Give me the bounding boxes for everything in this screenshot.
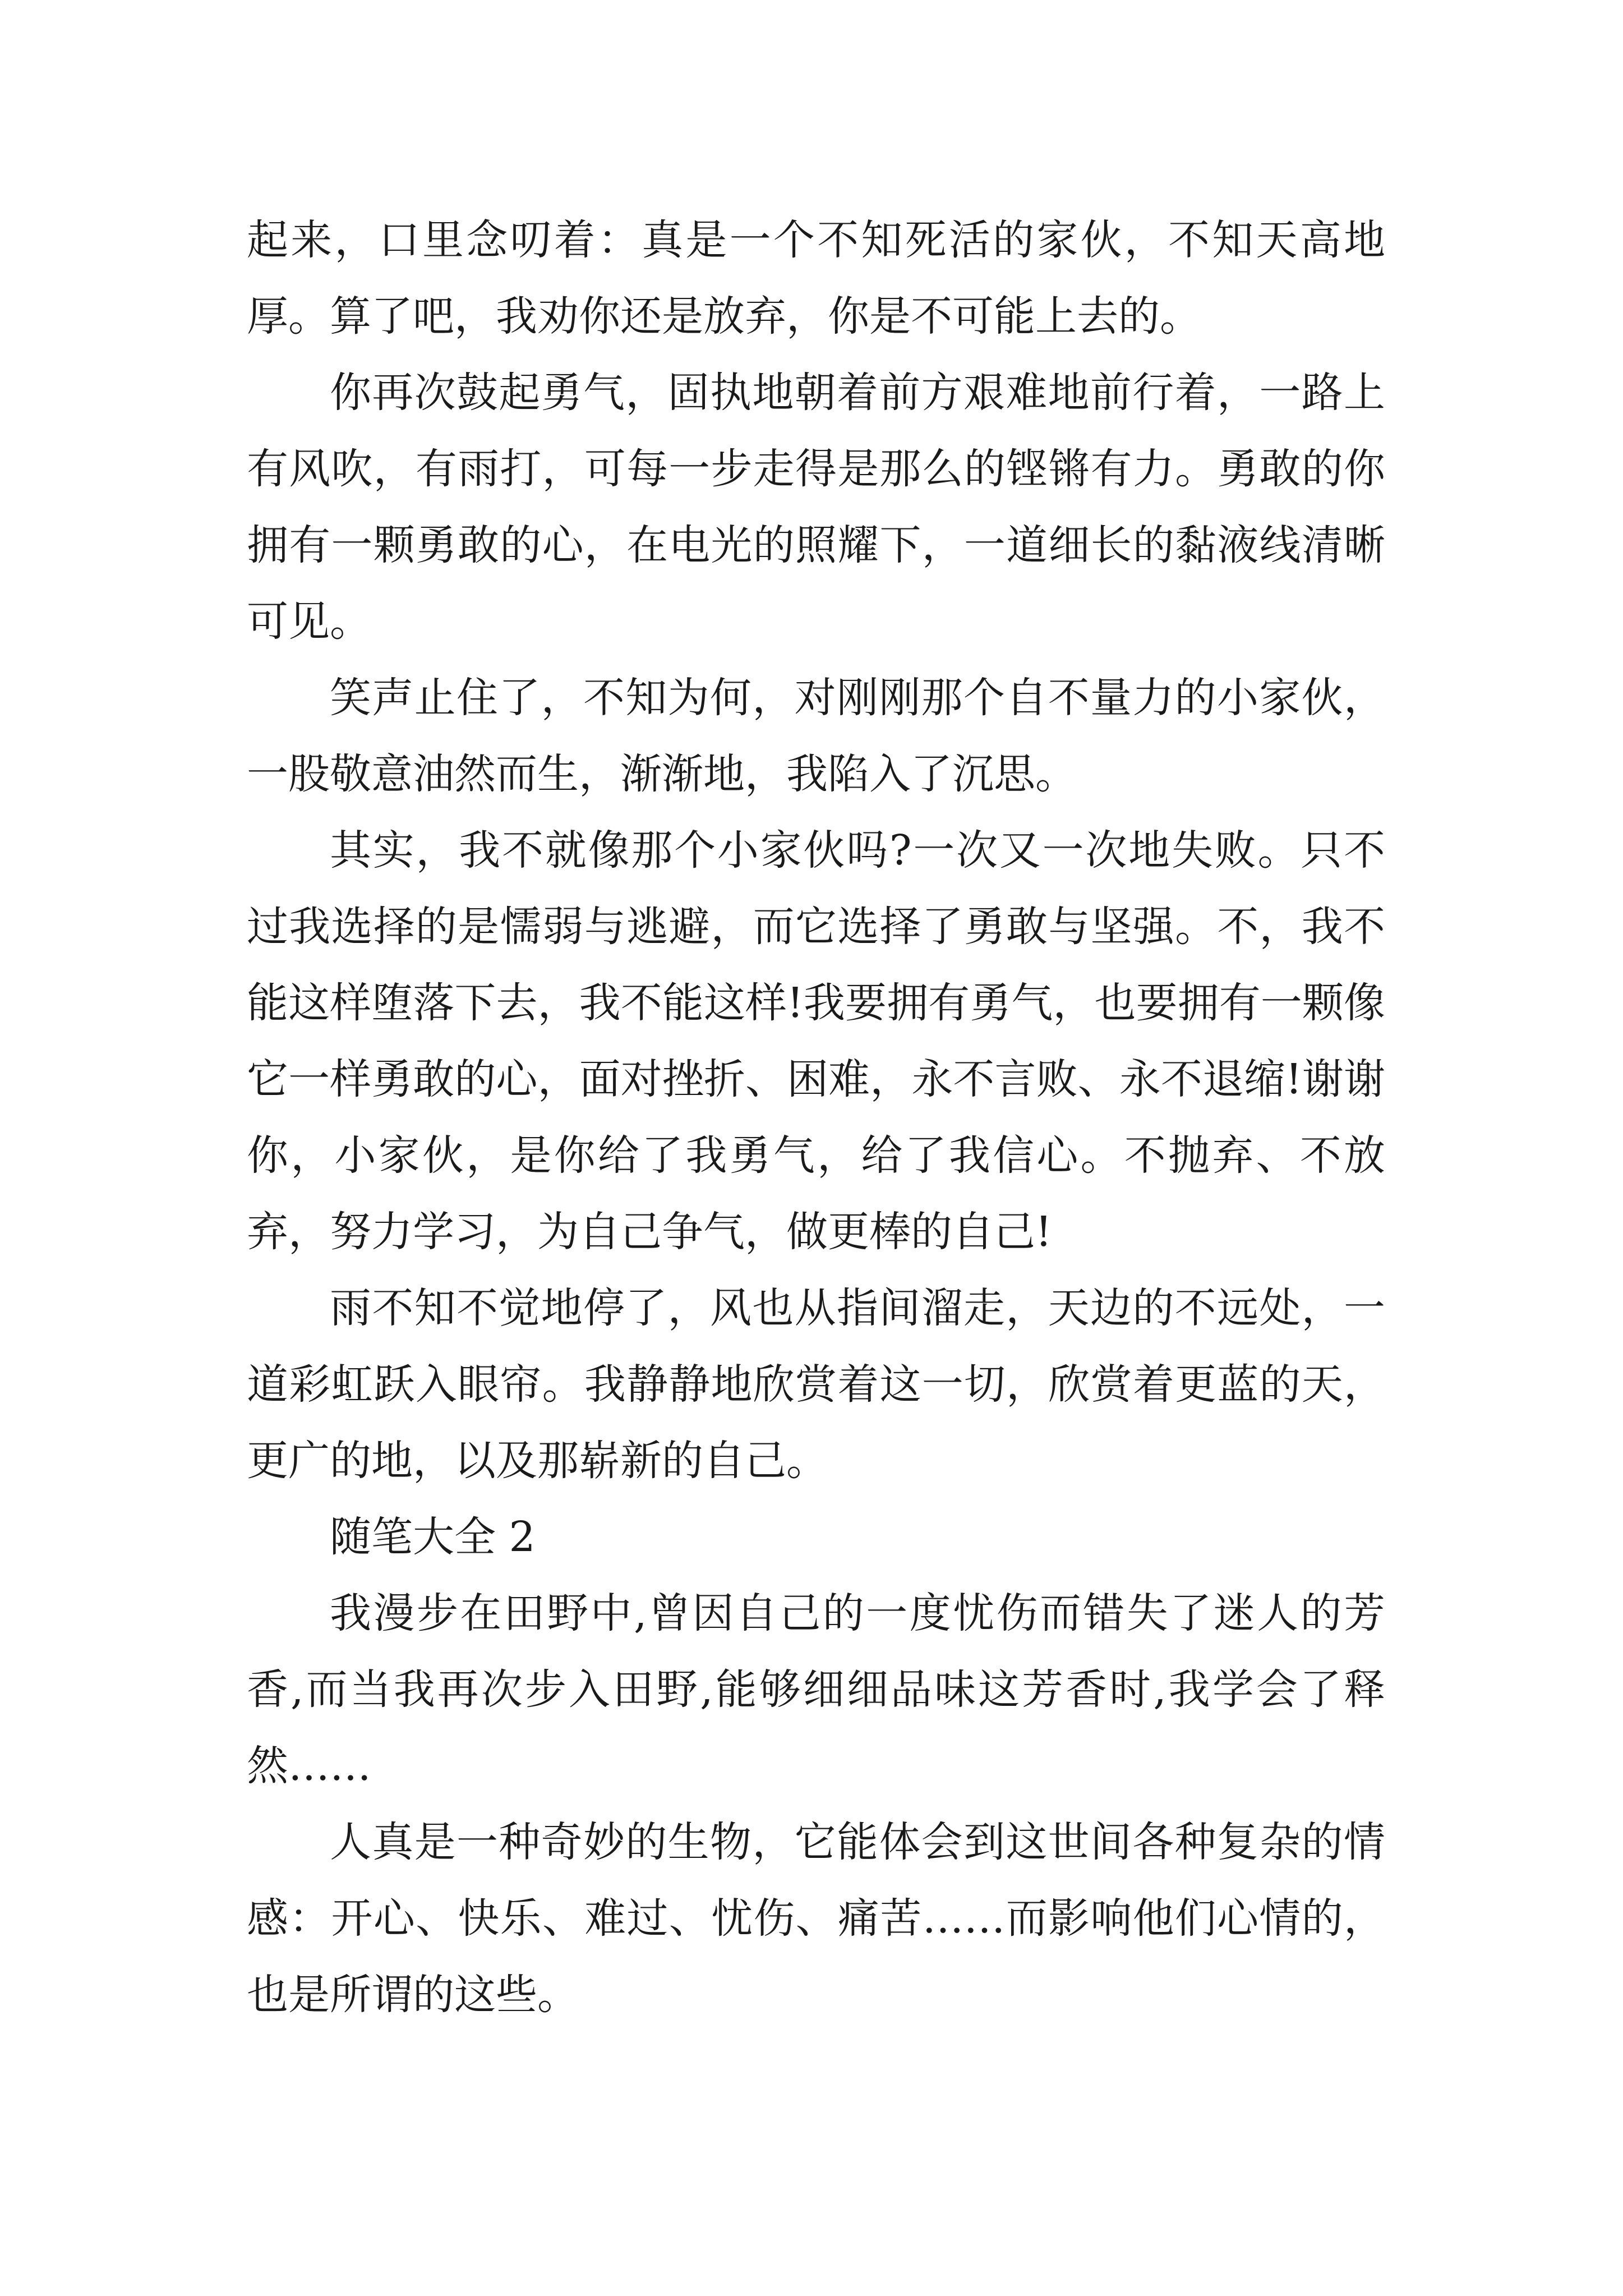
paragraph-2: 你再次鼓起勇气，固执地朝着前方艰难地前行着，一路上有风吹，有雨打，可每一步走得是那么的铿锵有力。勇敢的你拥有一颗勇敢的心，在电光的照耀下，一道细长的黏液线清晰可见。 xyxy=(247,369,1385,646)
section-heading: 随笔大全 2 xyxy=(330,1513,536,1561)
paragraph-1: 起来，口里念叨着：真是一个不知死活的家伙，不知天高地厚。算了吧，我劝你还是放弃，你是不可能上去的。 xyxy=(247,216,1385,341)
body-text xyxy=(247,202,1385,2033)
paragraph-5: 雨不知不觉地停了，风也从指间溜走，天边的不远处，一道彩虹跃入眼帘。我静静地欣赏着这一切，欣赏着更蓝的天，更广的地，以及那崭新的自己。 xyxy=(247,1284,1385,1485)
paragraph-7: 人真是一种奇妙的生物，它能体会到这世间各种复杂的情感：开心、快乐、难过、忧伤、痛苦……而影响他们心情的，也是所谓的这些。 xyxy=(247,1818,1385,2019)
paragraph-6: 我漫步在田野中,曾因自己的一度忧伤而错失了迷人的芳香,而当我再次步入田野,能够细细品味这芳香时,我学会了释然…… xyxy=(247,1589,1385,1790)
paragraph-4: 其实，我不就像那个小家伙吗?一次又一次地失败。只不过我选择的是懦弱与逃避，而它选择了勇敢与坚强。不，我不能这样堕落下去，我不能这样!我要拥有勇气，也要拥有一颗像它一样勇敢的心，面对挫折、困难，永不言败、永不退缩!谢谢你，小家伙，是你给了我勇气，给了我信心。不抛弃、不放弃，努力学习，为自己争气，做更棒的自己! xyxy=(247,826,1385,1256)
paragraph-3: 笑声止住了，不知为何，对刚刚那个自不量力的小家伙，一股敬意油然而生，渐渐地，我陷入了沉思。 xyxy=(247,674,1385,798)
